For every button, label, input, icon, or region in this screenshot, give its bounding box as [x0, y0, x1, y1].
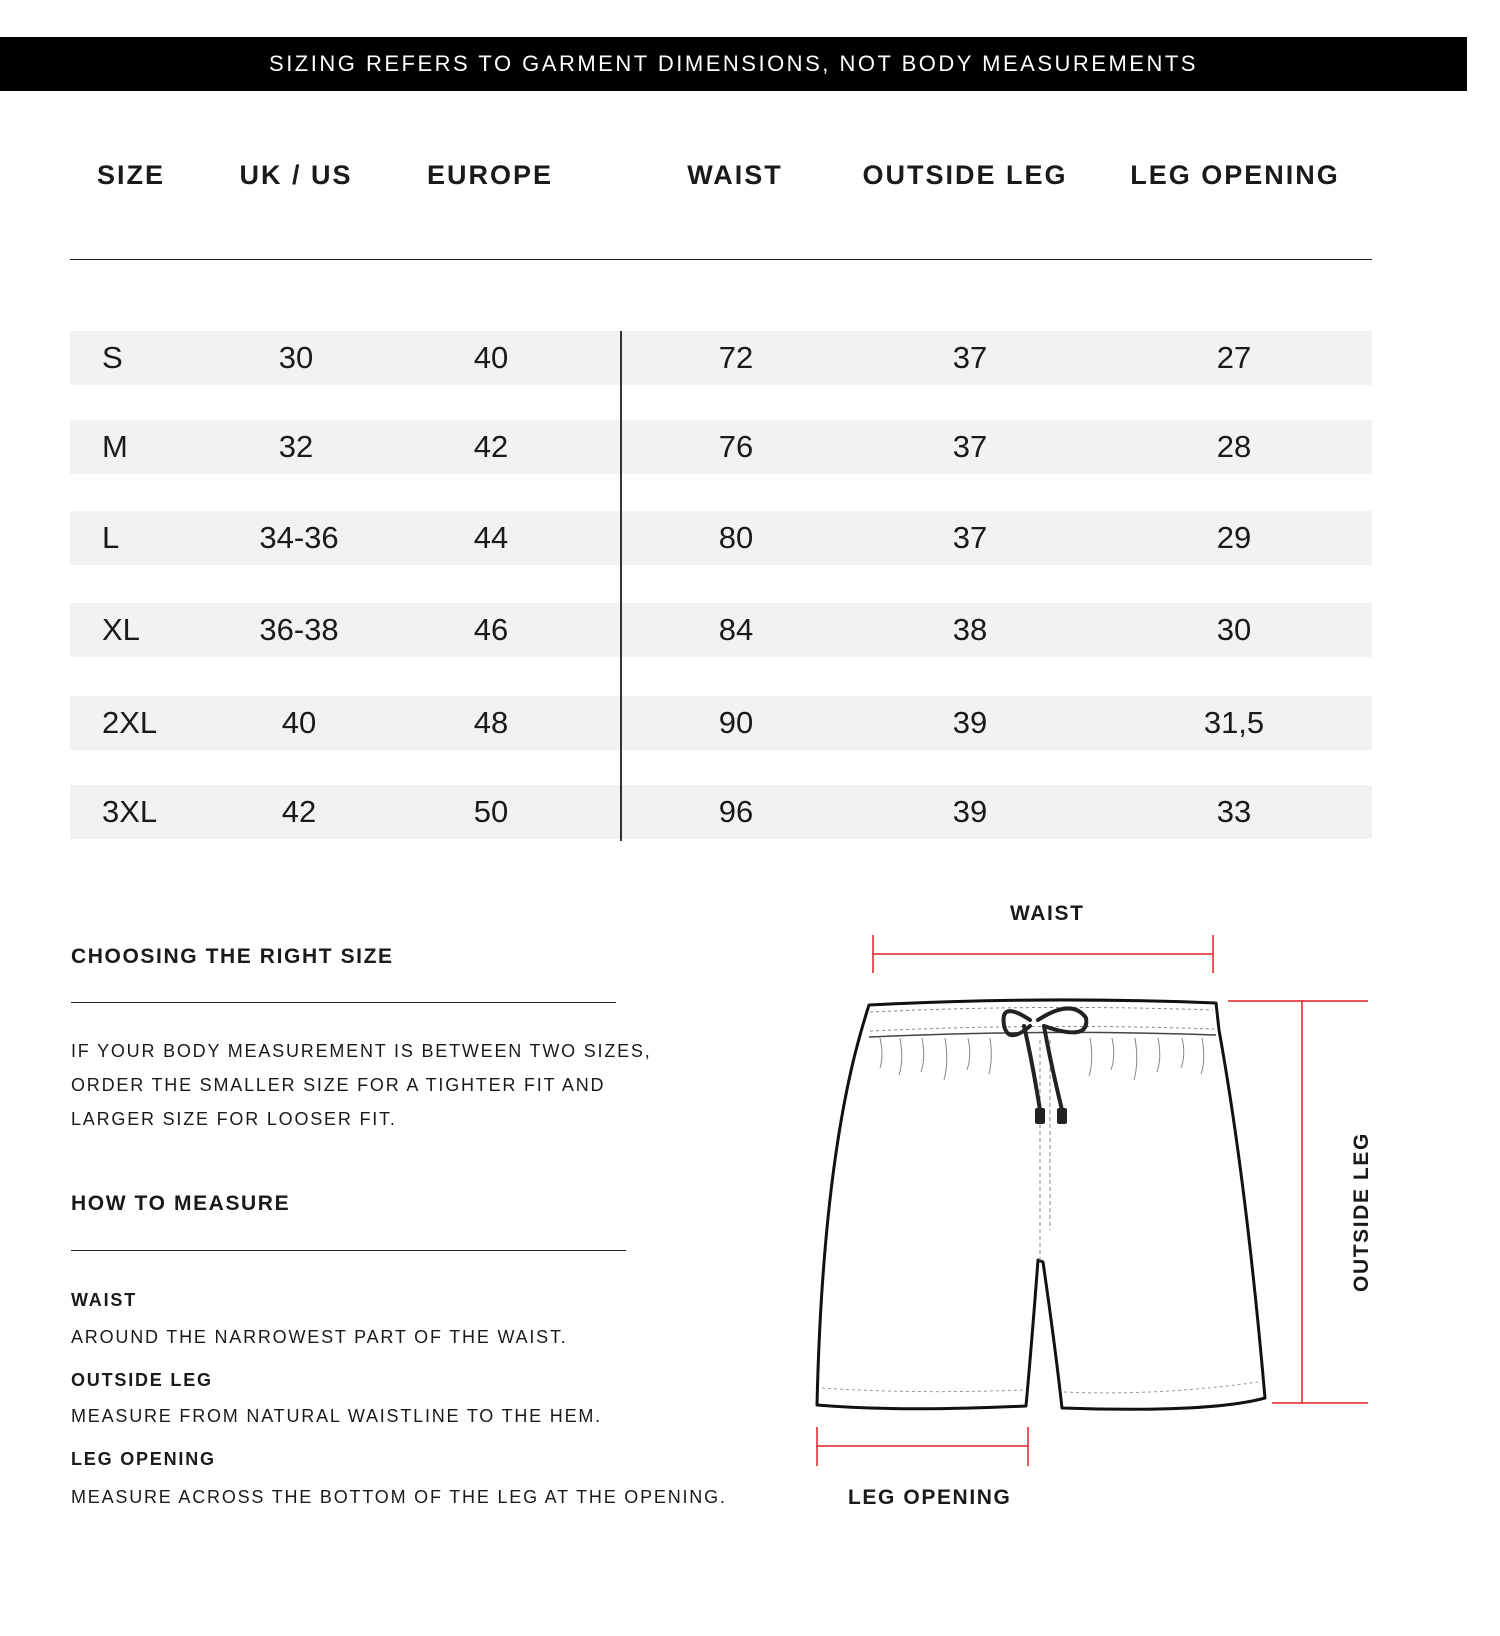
choosing-line: LARGER SIZE FOR LOOSER FIT. — [71, 1109, 397, 1129]
cell-outside-leg: 39 — [952, 705, 988, 740]
cell-leg-opening: 27 — [1216, 340, 1252, 375]
cell-size: M — [102, 429, 128, 464]
cell-size: S — [102, 340, 123, 375]
cell-outside-leg: 37 — [952, 429, 988, 464]
cell-size: XL — [102, 612, 140, 647]
cell-size: 3XL — [102, 794, 158, 829]
cell-uk-us: 40 — [281, 705, 317, 740]
waist-measure-line — [873, 935, 1213, 973]
cell-uk-us: 34-36 — [259, 520, 339, 555]
cell-europe: 46 — [473, 612, 509, 647]
cell-waist: 76 — [718, 429, 754, 464]
leg-opening-measure-line — [817, 1427, 1028, 1466]
diagram-leg-opening-label: LEG OPENING — [848, 1486, 1012, 1509]
header-outside-leg: OUTSIDE LEG — [862, 160, 1068, 190]
cell-leg-opening: 33 — [1216, 794, 1252, 829]
measure-waist-text: AROUND THE NARROWEST PART OF THE WAIST. — [71, 1327, 568, 1347]
header-europe: EUROPE — [426, 160, 554, 190]
cell-uk-us: 42 — [281, 794, 317, 829]
cell-waist: 72 — [718, 340, 754, 375]
cell-leg-opening: 29 — [1216, 520, 1252, 555]
cell-europe: 40 — [473, 340, 509, 375]
measure-leg-opening-label: LEG OPENING — [71, 1449, 216, 1469]
measure-waist-label: WAIST — [71, 1290, 137, 1310]
measure-leg-opening-text: MEASURE ACROSS THE BOTTOM OF THE LEG AT THE OPENING. — [71, 1487, 727, 1507]
cell-uk-us: 36-38 — [259, 612, 339, 647]
header-size: SIZE — [96, 160, 166, 190]
cell-outside-leg: 39 — [952, 794, 988, 829]
diagram-outside-leg-label: OUTSIDE LEG — [1350, 1132, 1373, 1292]
cell-europe: 48 — [473, 705, 509, 740]
cell-waist: 96 — [718, 794, 754, 829]
cell-size: L — [102, 520, 120, 555]
cell-uk-us: 30 — [278, 340, 314, 375]
cell-waist: 80 — [718, 520, 754, 555]
choosing-line: IF YOUR BODY MEASUREMENT IS BETWEEN TWO SIZES, — [71, 1041, 652, 1061]
cell-uk-us: 32 — [278, 429, 314, 464]
cell-waist: 84 — [718, 612, 754, 647]
measure-outside-leg-label: OUTSIDE LEG — [71, 1370, 213, 1390]
header-waist: WAIST — [687, 160, 783, 190]
sizing-banner: SIZING REFERS TO GARMENT DIMENSIONS, NOT BODY MEASUREMENTS — [0, 37, 1467, 91]
cell-waist: 90 — [718, 705, 754, 740]
cell-outside-leg: 37 — [952, 520, 988, 555]
shorts-outline — [817, 1000, 1265, 1409]
cell-europe: 50 — [473, 794, 509, 829]
choosing-title: CHOOSING THE RIGHT SIZE — [71, 945, 394, 968]
cell-leg-opening: 30 — [1216, 612, 1252, 647]
cell-leg-opening: 31,5 — [1203, 705, 1265, 740]
cell-europe: 42 — [473, 429, 509, 464]
how-to-measure-title: HOW TO MEASURE — [71, 1192, 291, 1215]
cell-europe: 44 — [473, 520, 509, 555]
cell-outside-leg: 37 — [952, 340, 988, 375]
cell-leg-opening: 28 — [1216, 429, 1252, 464]
diagram-waist-label: WAIST — [1010, 902, 1085, 925]
cell-size: 2XL — [102, 705, 158, 740]
header-leg-opening: LEG OPENING — [1130, 160, 1340, 190]
cell-outside-leg: 38 — [952, 612, 988, 647]
choosing-line: ORDER THE SMALLER SIZE FOR A TIGHTER FIT AND — [71, 1075, 606, 1095]
measure-outside-leg-text: MEASURE FROM NATURAL WAISTLINE TO THE HEM. — [71, 1406, 602, 1426]
header-uk-us: UK / US — [239, 160, 353, 190]
